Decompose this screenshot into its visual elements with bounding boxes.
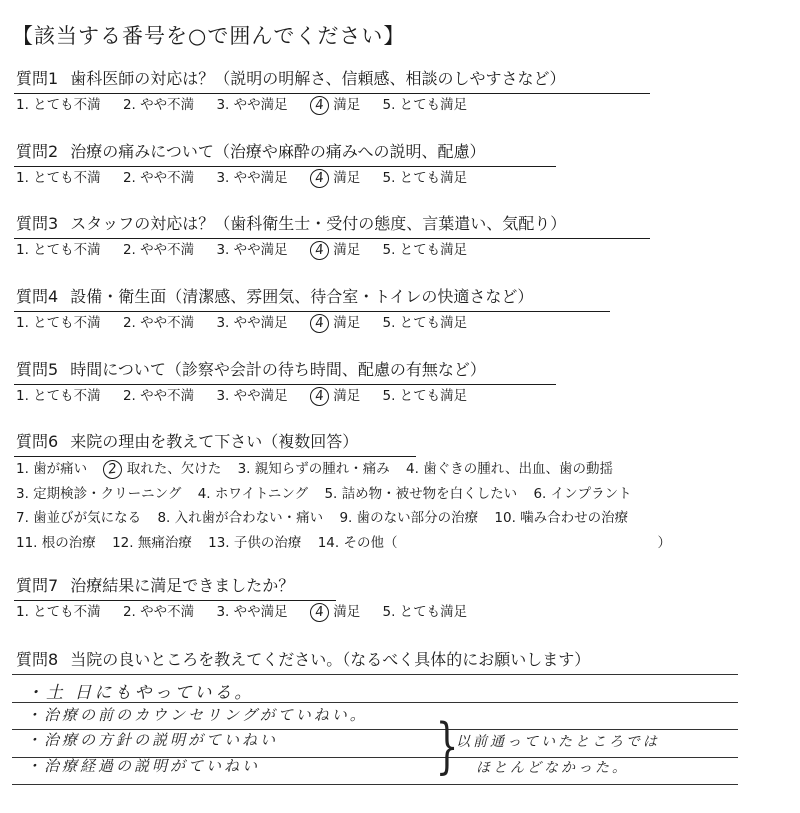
rating-options [14,168,556,188]
reason-row [16,482,683,507]
question-5-title [14,359,556,385]
reason-10[interactable]: 10. 噛み合わせの治療 [494,510,629,526]
reason-row [16,457,683,482]
option-5[interactable]: 5. とても満足 [382,97,468,113]
option-2[interactable]: 2. やや不満 [122,242,195,258]
question-number: 質問2 [16,142,59,161]
question-5 [14,359,556,406]
question-number: 質問4 [16,287,59,306]
handwritten-answer-3: ・治療の方針の説明がていねい [26,731,279,749]
rating-options [14,240,650,260]
answer-line [12,784,738,785]
reason-11[interactable]: 11. 根の治療 [16,534,96,551]
circled-number: 4 [309,386,330,407]
question-4 [14,286,610,333]
reason-row [16,506,683,531]
option-4-circled[interactable] [310,386,360,406]
option-label: 満足 [333,315,361,331]
reason-3[interactable]: 3. 親知らずの腫れ・痛み [237,461,390,477]
rating-options [14,386,556,406]
form-header: 【該当する番号を○で囲んでください】 [12,24,406,48]
option-label: 満足 [333,170,361,186]
option-1[interactable]: 1. とても不満 [16,315,101,331]
question-number: 質問1 [16,69,59,88]
rating-options [14,95,650,115]
option-5[interactable]: 5. とても満足 [382,242,468,258]
option-4-circled[interactable] [310,313,360,333]
option-label: ） [657,534,671,551]
handwritten-note-1: 以前通っていたところでは [456,734,660,750]
circled-number: 4 [309,240,330,261]
option-1[interactable]: 1. とても不満 [16,242,101,258]
question-text: 時間について（診察や会計の待ち時間、配慮の有無など） [70,360,486,379]
handwritten-answer-4: ・治療経過の説明がていねい [26,757,261,775]
option-3[interactable]: 3. やや満足 [216,315,288,331]
option-3[interactable]: 3. やや満足 [216,170,288,186]
option-3[interactable]: 3. やや満足 [216,388,288,404]
answer-line [12,674,738,675]
reason-row [16,531,683,556]
option-label: 満足 [333,242,361,258]
option-label: 取れた、欠けた [126,461,222,477]
question-number: 質問6 [16,432,59,451]
circled-number: 4 [309,602,330,623]
question-text: 当院の良いところを教えてください。（なるべく具体的にお願いします） [70,650,591,669]
question-7 [14,575,485,622]
handwritten-brace: } [435,711,459,781]
question-6 [14,431,683,555]
reason-12[interactable]: 12. 無痛治療 [112,534,192,551]
reason-options [14,457,683,555]
circled-number: 4 [309,168,330,189]
option-5[interactable]: 5. とても満足 [382,604,468,620]
option-2[interactable]: 2. やや不満 [122,388,195,404]
option-3[interactable]: 3. やや満足 [216,97,288,113]
option-5[interactable]: 5. とても満足 [382,170,468,186]
option-5[interactable]: 5. とても満足 [382,315,468,331]
question-number: 質問5 [16,360,59,379]
reason-2-circled[interactable] [103,457,221,482]
question-6-title [14,431,416,457]
option-5[interactable]: 5. とても満足 [382,388,468,404]
option-4-circled[interactable] [310,240,360,260]
circled-number: 2 [102,459,123,480]
option-1[interactable]: 1. とても不満 [16,97,101,113]
reason-4b[interactable]: 4. ホワイトニング [197,485,309,502]
option-1[interactable]: 1. とても不満 [16,604,101,620]
circled-number: 4 [309,95,330,116]
reason-5[interactable]: 5. 詰め物・被せ物を白くしたい [324,485,518,502]
option-label: 満足 [333,388,361,404]
reason-8[interactable]: 8. 入れ歯が合わない・痛い [157,510,324,526]
reason-9[interactable]: 9. 歯のない部分の治療 [339,510,479,526]
option-2[interactable]: 2. やや不満 [122,170,195,186]
question-1 [14,68,650,115]
handwritten-note-2: ほとんどなかった。 [476,760,629,776]
question-number: 質問3 [16,214,59,233]
option-3[interactable]: 3. やや満足 [216,604,288,620]
question-number: 質問8 [16,650,59,669]
reason-4[interactable]: 4. 歯ぐきの腫れ、出血、歯の動揺 [406,461,614,477]
reason-6[interactable]: 6. インプラント [533,485,632,502]
option-label: 満足 [333,604,361,620]
question-8-title [14,649,590,671]
rating-options [14,313,610,333]
question-text: 治療結果に満足できましたか？ [70,576,295,595]
question-7-title [14,575,336,601]
reason-1[interactable]: 1. 歯が痛い [16,461,88,477]
reason-14-other[interactable] [318,531,671,556]
option-label: 満足 [333,97,361,113]
reason-7[interactable]: 7. 歯並びが気になる [16,510,142,526]
question-2 [14,141,556,188]
question-text: 歯科医師の対応は？（説明の明解さ、信頼感、相談のしやすさなど） [70,69,566,88]
option-4-circled[interactable] [310,602,360,622]
reason-3b[interactable]: 3. 定期検診・クリーニング [16,485,182,502]
reason-13[interactable]: 13. 子供の治療 [208,534,302,551]
option-3[interactable]: 3. やや満足 [216,242,288,258]
question-2-title [14,141,556,167]
question-text: 治療の痛みについて（治療や麻酔の痛みへの説明、配慮） [70,142,486,161]
option-label: 14. その他（ [317,534,398,551]
option-4-circled[interactable] [310,168,360,188]
question-4-title [14,286,610,312]
question-3 [14,213,650,260]
option-2[interactable]: 2. やや不満 [122,604,195,620]
handwritten-answer-2: ・治療の前のカウンセリングがていねい。 [26,706,368,724]
question-8 [14,649,590,671]
option-4-circled[interactable] [310,95,360,115]
option-1[interactable]: 1. とても不満 [16,388,101,404]
question-1-title [14,68,650,94]
question-number: 質問7 [16,576,59,595]
option-2[interactable]: 2. やや不満 [122,315,195,331]
option-2[interactable]: 2. やや不満 [122,97,195,113]
question-3-title [14,213,650,239]
question-text: 設備・衛生面（清潔感、雰囲気、待合室・トイレの快適さなど） [70,287,534,306]
question-text: スタッフの対応は？（歯科衛生士・受付の態度、言葉遣い、気配り） [70,214,567,233]
circled-number: 4 [309,313,330,334]
question-text: 来院の理由を教えて下さい（複数回答） [70,432,359,451]
rating-options [14,602,485,622]
option-1[interactable]: 1. とても不満 [16,170,101,186]
handwritten-answer-1: ・土 日にもやっている。 [26,683,255,703]
